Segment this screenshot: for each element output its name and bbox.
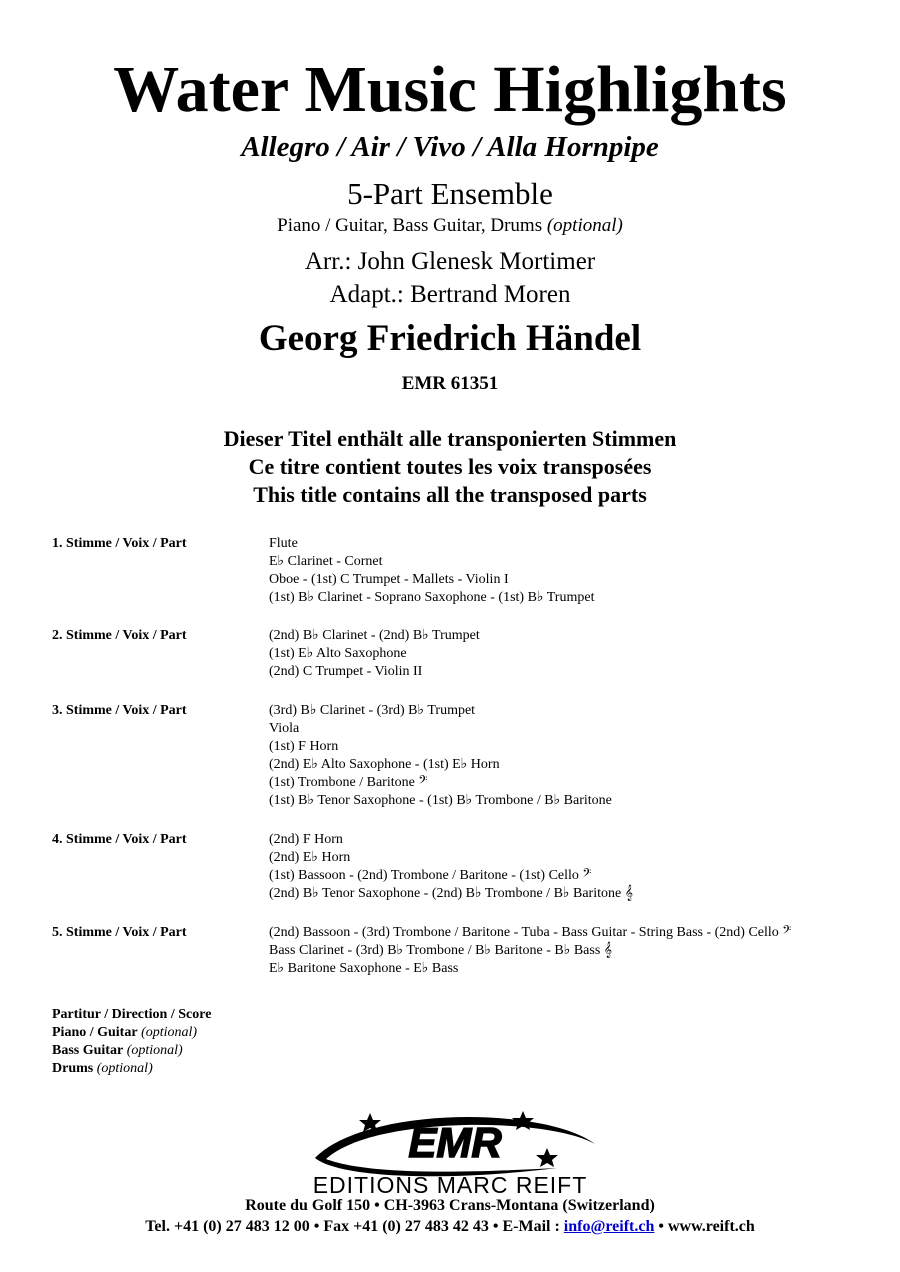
instrument-optional: (optional) xyxy=(546,215,623,236)
instrument-line: E♭ Baritone Saxophone - E♭ Bass xyxy=(269,961,459,976)
instrument-line: (1st) B♭ Tenor Saxophone - (1st) B♭ Trombone / B♭ Baritone xyxy=(269,793,612,808)
instrument-main: Piano / Guitar, Bass Guitar, Drums xyxy=(277,215,543,236)
instrument-line: (1st) E♭ Alto Saxophone xyxy=(269,646,407,661)
ensemble-type: 5-Part Ensemble xyxy=(347,176,553,211)
extra-part xyxy=(52,1024,211,1042)
instrument-line: Bass Clarinet - (3rd) B♭ Trombone / B♭ Baritone - B♭ Bass 𝄞 xyxy=(269,943,613,958)
instrument-line: (2nd) C Trumpet - Violin II xyxy=(269,664,423,679)
extra-part-note: (optional) xyxy=(141,1025,198,1040)
extra-part xyxy=(52,1006,211,1024)
instrument-line: (1st) Bassoon - (2nd) Trombone / Baritone - (1st) Cello 𝄢 xyxy=(269,868,592,883)
extra-part-note: (optional) xyxy=(96,1061,153,1076)
extra-part xyxy=(52,1042,211,1060)
extra-part-name: Bass Guitar xyxy=(52,1043,124,1058)
publisher-logo xyxy=(245,1108,655,1200)
contact-suffix: • www.reift.ch xyxy=(654,1218,755,1235)
part-label: 4. Stimme / Voix / Part xyxy=(52,832,187,847)
notice-french: Ce titre contient toutes les voix transposées xyxy=(248,454,652,479)
instrument-line: (2nd) E♭ Alto Saxophone - (1st) E♭ Horn xyxy=(269,757,500,772)
extra-part-name: Partitur / Direction / Score xyxy=(52,1007,212,1022)
publisher-address: Route du Golf 150 • CH-3963 Crans-Montana (Switzerland) xyxy=(245,1197,655,1214)
part-instruments xyxy=(269,831,633,903)
instrument-list xyxy=(0,215,900,237)
arranger: Arr.: John Glenesk Mortimer xyxy=(304,248,596,275)
instrument-line: (2nd) B♭ Clarinet - (2nd) B♭ Trumpet xyxy=(269,628,480,643)
instrument-line: E♭ Clarinet - Cornet xyxy=(269,554,383,569)
catalog-number: EMR 61351 xyxy=(401,373,499,394)
publisher-name: EDITIONS MARC REIFT xyxy=(312,1172,588,1198)
instrument-line: (3rd) B♭ Clarinet - (3rd) B♭ Trumpet xyxy=(269,703,476,718)
notice-german: Dieser Titel enthält alle transponierten Stimmen xyxy=(223,426,677,451)
instrument-line: Flute xyxy=(269,536,298,551)
contact-prefix: Tel. +41 (0) 27 483 12 00 • Fax +41 (0) 27 483 42 43 • E-Mail : xyxy=(145,1218,564,1235)
extra-part xyxy=(52,1060,211,1078)
part-label: 3. Stimme / Voix / Part xyxy=(52,703,187,718)
part-instruments xyxy=(269,535,594,607)
instrument-line: (1st) B♭ Clarinet - Soprano Saxophone - (1st) B♭ Trumpet xyxy=(269,590,595,605)
page-title: Water Music Highlights xyxy=(113,53,787,126)
publisher-contact xyxy=(0,1218,900,1236)
instrument-line: (2nd) F Horn xyxy=(269,832,343,847)
composer: Georg Friedrich Händel xyxy=(258,318,642,359)
instrument-line: Viola xyxy=(269,721,300,736)
part-instruments xyxy=(269,702,612,810)
logo-text: EMR xyxy=(408,1119,502,1166)
extra-part-name: Piano / Guitar xyxy=(52,1025,138,1040)
instrument-line: (1st) F Horn xyxy=(269,739,339,754)
instrument-line: (2nd) B♭ Tenor Saxophone - (2nd) B♭ Trombone / B♭ Baritone 𝄞 xyxy=(269,886,633,901)
part-instruments xyxy=(269,627,480,681)
part-label: 5. Stimme / Voix / Part xyxy=(52,925,187,940)
part-instruments xyxy=(269,924,791,978)
star-icon xyxy=(536,1148,558,1167)
notice-english: This title contains all the transposed parts xyxy=(253,482,647,507)
extra-part-note: (optional) xyxy=(126,1043,183,1058)
adapter: Adapt.: Bertrand Moren xyxy=(329,281,571,308)
email-link[interactable]: info@reift.ch xyxy=(563,1218,655,1235)
part-label: 1. Stimme / Voix / Part xyxy=(52,536,187,551)
instrument-line: Oboe - (1st) C Trumpet - Mallets - Violin I xyxy=(269,572,509,587)
additional-parts xyxy=(52,1006,211,1078)
instrument-line: (1st) Trombone / Baritone 𝄢 xyxy=(269,775,428,790)
extra-part-name: Drums xyxy=(52,1061,94,1076)
instrument-line: (2nd) E♭ Horn xyxy=(269,850,351,865)
part-label: 2. Stimme / Voix / Part xyxy=(52,628,187,643)
movement-list: Allegro / Air / Vivo / Alla Hornpipe xyxy=(241,131,659,163)
instrument-line: (2nd) Bassoon - (3rd) Trombone / Baritone - Tuba - Bass Guitar - String Bass - (2nd) Cello 𝄢 xyxy=(269,925,792,940)
